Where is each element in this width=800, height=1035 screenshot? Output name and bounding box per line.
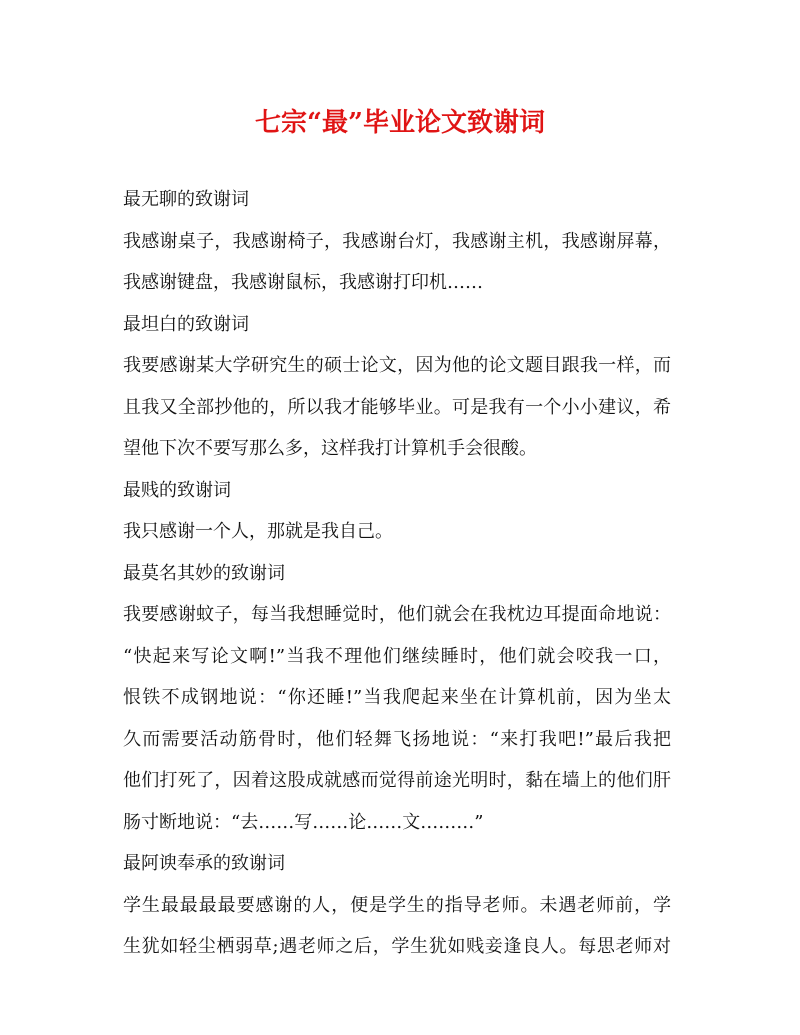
text-line: 久而需要活动筋骨时，他们轻舞飞扬地说：“来打我吧!”最后我把	[123, 728, 671, 750]
text-line: 最贱的致谢词	[123, 479, 231, 501]
text-line: 我感谢键盘，我感谢鼠标，我感谢打印机……	[123, 272, 483, 293]
text-line: 我要感谢蚊子，每当我想睡觉时，他们就会在我枕边耳提面命地说：	[123, 604, 671, 625]
text-line: 我只感谢一个人，那就是我自己。	[123, 521, 393, 542]
text-line: 肠寸断地说：“去……写……论……文………”	[123, 811, 484, 833]
text-line: 最莫名其妙的致谢词	[123, 562, 285, 584]
text-line: 生犹如轻尘栖弱草;遇老师之后，学生犹如贱妾逢良人。每思老师对	[123, 936, 671, 957]
text-line: 且我又全部抄他的，所以我才能够毕业。可是我有一个小小建议，希	[123, 396, 671, 418]
text-line: “快起来写论文啊!”当我不理他们继续睡时，他们就会咬我一口，	[123, 645, 671, 667]
text-line: 学生最最最最要感谢的人，便是学生的指导老师。未遇老师前，学	[123, 894, 671, 916]
text-line: 最坦白的致谢词	[123, 313, 249, 335]
text-line: 我感谢桌子，我感谢椅子，我感谢台灯，我感谢主机，我感谢屏幕，	[123, 230, 671, 252]
document-title: 七宗“最”毕业论文致谢词	[255, 108, 545, 138]
text-line: 他们打死了，因着这股成就感而觉得前途光明时，黏在墙上的他们肝	[123, 770, 671, 791]
text-line: 最无聊的致谢词	[123, 189, 249, 210]
text-line: 恨铁不成钢地说：“你还睡!”当我爬起来坐在计算机前，因为坐太	[123, 687, 671, 708]
text-line: 望他下次不要写那么多，这样我打计算机手会很酸。	[123, 438, 537, 459]
document-body	[123, 179, 671, 968]
text-line: 我要感谢某大学研究生的硕士论文，因为他的论文题目跟我一样，而	[123, 355, 671, 376]
text-line: 最阿谀奉承的致谢词	[123, 853, 285, 874]
